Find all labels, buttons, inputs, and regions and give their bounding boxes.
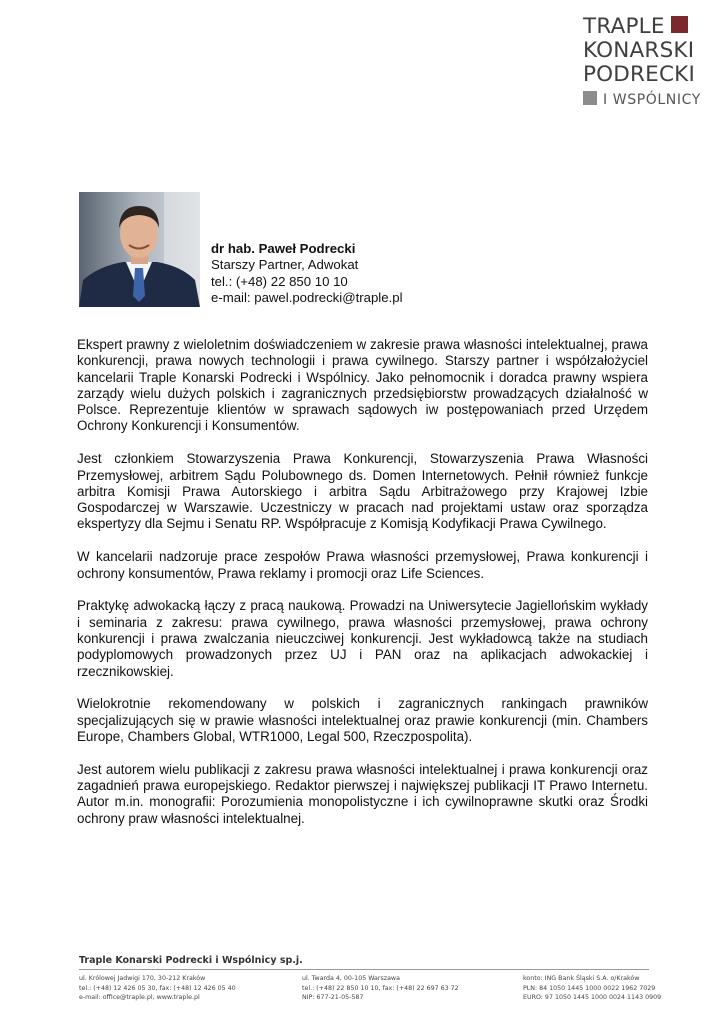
footer-warsaw-address bbox=[302, 974, 459, 1003]
footer-line: tel.: (+48) 12 426 05 30, fax: (+48) 12 426 05 40 bbox=[79, 984, 236, 992]
footer-divider bbox=[79, 969, 649, 970]
contact-block bbox=[211, 241, 403, 306]
logo-line-3: PODRECKI bbox=[583, 62, 696, 87]
bio-paragraph: W kancelarii nadzoruje prace zespołów Prawa własności przemysłowej, Prawa konkurencji i ochrony konsumentów, Prawa reklamy i promocji oraz Life Sciences. bbox=[77, 549, 648, 581]
footer-line: konto: ING Bank Śląski S.A. o/Kraków bbox=[523, 975, 640, 982]
footer-line: tel.: (+48) 22 850 10 10, fax: (+48) 22 697 63 72 bbox=[302, 984, 459, 992]
footer-krakow-address bbox=[79, 974, 236, 1003]
logo-line-2: KONARSKI bbox=[583, 38, 695, 63]
bio-paragraph: Jest autorem wielu publikacji z zakresu prawa własności intelektualnej i prawa konkurencji oraz zagadnień prawa europejskiego. Redaktor pierwszej i największej publikacji IT Prawo Internetu. Autor m.in. monografii: Porozumienia monopolistyczne i ich cywilnoprawne skutki oraz Środki ochrony praw własności intelektualnej. bbox=[77, 761, 648, 826]
person-email: e-mail: pawel.podrecki@traple.pl bbox=[211, 289, 403, 305]
person-title: Starszy Partner, Adwokat bbox=[211, 257, 359, 273]
person-phone: tel.: (+48) 22 850 10 10 bbox=[211, 273, 348, 289]
footer-line: ul. Królowej Jadwigi 170, 30-212 Kraków bbox=[79, 975, 206, 982]
footer-line: ul. Twarda 4, 00-105 Warszawa bbox=[302, 975, 400, 982]
footer-company-name: Traple Konarski Podrecki i Wspólnicy sp.j. bbox=[79, 955, 303, 966]
biography bbox=[77, 337, 648, 843]
bio-paragraph: Wielokrotnie rekomendowany w polskich i zagranicznych rankingach prawników specjalizujących się w prawie własności intelektualnej oraz prawie konkurencji (min. Chambers Europe, Chambers Global, WTR1000, Legal 500, Rzeczpospolita). bbox=[77, 696, 648, 744]
logo-grey-square bbox=[583, 91, 597, 105]
portrait-photo bbox=[79, 192, 200, 307]
footer-line: e-mail: office@traple.pl, www.traple.pl bbox=[79, 994, 200, 1001]
footer-line: EURO: 97 1050 1445 1000 0024 1143 0909 bbox=[523, 994, 662, 1001]
page-footer bbox=[79, 955, 662, 1001]
logo-line-1: TRAPLE bbox=[583, 15, 713, 39]
logo-line-4: I WSPÓLNICY bbox=[583, 91, 713, 108]
company-logo bbox=[583, 15, 713, 108]
person-name: dr hab. Paweł Podrecki bbox=[211, 241, 356, 256]
bio-paragraph: Ekspert prawny z wieloletnim doświadczeniem w zakresie prawa własności intelektualnej, prawa konkurencji, prawa nowych technologii i prawa cywilnego. Starszy partner i współzałożyciel kancelarii Traple Konarski Podrecki i Wspólnicy. Jako pełnomocnik i doradca prawny wspiera zarządy wielu dużych polskich i zagranicznych przedsiębiorstw prowadzących działalność w Polsce. Reprezentuje klientów w sprawach sądowych iw postępowaniach przed Urzędem Ochrony Konkurencji i Konsumentów. bbox=[77, 337, 648, 434]
footer-line: NIP: 677-21-05-587 bbox=[302, 994, 364, 1001]
bio-paragraph: Jest członkiem Stowarzyszenia Prawa Konkurencji, Stowarzyszenia Prawa Własności Przemysłowej, arbitrem Sądu Polubownego ds. Domen Internetowych. Pełnił również funkcje arbitra Komisji Prawa Autorskiego i arbitra Sądu Arbitrażowego przy Krajowej Izbie Gospodarczej w Warszawie. Uczestniczy w pracach nad projektami ustaw oraz sporządza ekspertyzy dla Sejmu i Senatu RP. Współpracuje z Komisją Kodyfikacji Prawa Cywilnego. bbox=[77, 451, 648, 532]
logo-red-square bbox=[671, 16, 688, 33]
bio-paragraph: Praktykę adwokacką łączy z pracą naukową. Prowadzi na Uniwersytecie Jagiellońskim wykłady i seminaria z zakresu: prawa cywilnego, prawa własności przemysłowej, prawa ochrony konkurencji i prawa zwalczania nieuczciwej konkurencji. Jest wykładowcą także na studiach podyplomowych prowadzonych przez UJ i PAN oraz na aplikacjach adwokackiej i rzecznikowskiej. bbox=[77, 598, 648, 679]
footer-line: PLN: 84 1050 1445 1000 0022 1962 7029 bbox=[523, 984, 656, 992]
footer-bank-account bbox=[523, 974, 661, 1003]
